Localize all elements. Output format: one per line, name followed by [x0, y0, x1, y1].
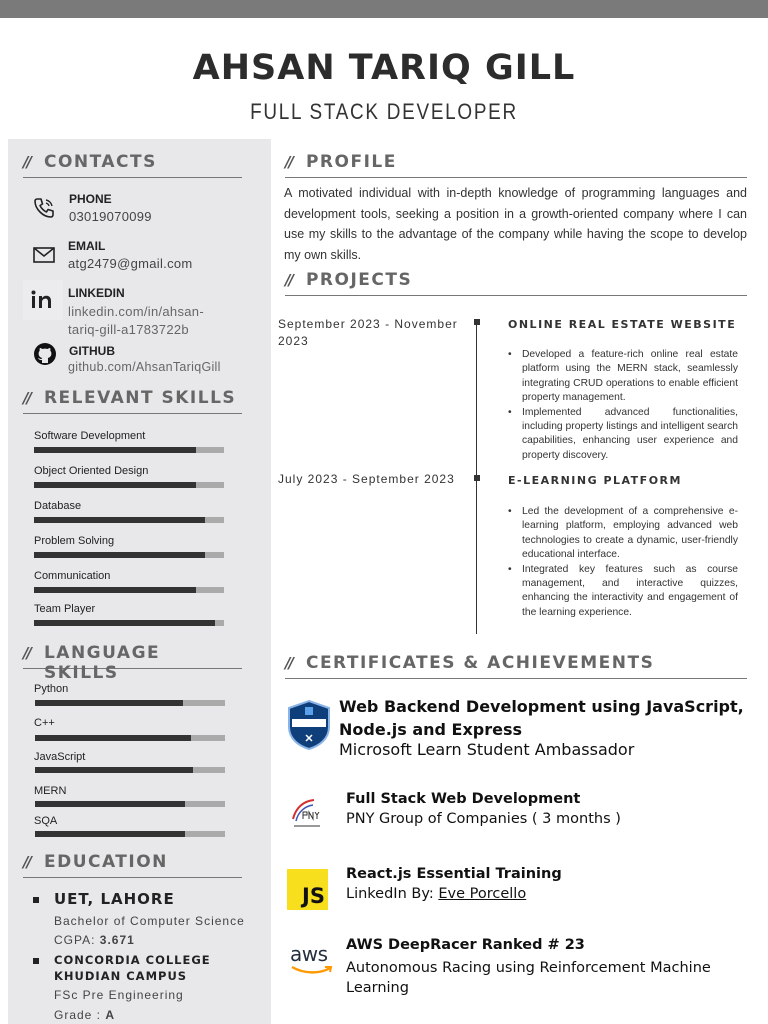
linkedin-value-line2[interactable]: tariq-gill-a1783722b [68, 322, 189, 337]
timeline-marker [474, 319, 480, 325]
education-2-score: A [105, 1008, 116, 1022]
education-title: EDUCATION [43, 852, 168, 872]
linkedin-label: LINKEDIN [68, 286, 125, 300]
education-1-score: 3.671 [99, 933, 135, 947]
github-label: GITHUB [69, 344, 115, 358]
project-1-title: ONLINE REAL ESTATE WEBSITE [508, 318, 737, 331]
skill-bar [34, 587, 224, 593]
section-marker: // [285, 271, 292, 289]
skill-bar [35, 801, 225, 807]
project-1-bullets [508, 348, 738, 463]
skill-bar [34, 517, 224, 523]
job-title: FULL STACK DEVELOPER [250, 99, 518, 124]
mail-icon [32, 243, 56, 267]
skill-label: SQA [34, 815, 58, 827]
project-1-date: September 2023 - November 2023 [278, 317, 458, 348]
project-2-date: July 2023 - September 2023 [278, 472, 455, 486]
skill-bar-fill [34, 552, 205, 558]
certificates-heading [285, 653, 747, 679]
pny-logo-icon [288, 797, 326, 831]
certificate-4-sub: Autonomous Racing using Reinforcement Machine Learning [346, 960, 711, 996]
certificate-3-sub [346, 886, 526, 902]
language-skills-heading [23, 643, 242, 683]
skill-bar [34, 552, 224, 558]
phone-value[interactable]: 03019070099 [69, 209, 152, 224]
skill-bar [34, 482, 224, 488]
profile-text: A motivated individual with in-depth knowledge of programming languages and development tools, seeking a position in a growth-oriented company where I can use my skills to the advantage of the company while having the scope to develop my own skills. [284, 186, 747, 262]
section-marker: // [23, 853, 30, 871]
certificate-3-title: React.js Essential Training [346, 866, 562, 882]
timeline-marker [474, 475, 480, 481]
skill-label: C++ [34, 717, 55, 729]
skill-bar-fill [34, 482, 196, 488]
project-2-title: E-LEARNING PLATFORM [508, 474, 682, 487]
skill-bar-fill [34, 620, 215, 626]
contacts-title: CONTACTS [43, 152, 157, 172]
education-bullet [33, 958, 39, 964]
certificate-1-title: Web Backend Development using JavaScript, Node.js and Express [339, 697, 744, 739]
education-2-score-label: Grade : [54, 1008, 106, 1022]
skill-bar [35, 735, 225, 741]
certificate-1-sub: Microsoft Learn Student Ambassador [339, 740, 635, 759]
section-marker: // [23, 389, 30, 407]
skill-bar-fill [35, 767, 193, 773]
skill-label: Python [34, 683, 69, 695]
profile-title: PROFILE [305, 152, 397, 172]
project-2-bullets [508, 505, 738, 620]
skill-bar-fill [34, 517, 205, 523]
linkedin-value-line1[interactable]: linkedin.com/in/ahsan- [68, 304, 204, 319]
js-logo-icon [287, 869, 328, 910]
certificate-3-sub-prefix: LinkedIn By: [346, 886, 439, 902]
skill-bar-fill [34, 447, 196, 453]
skill-bar [34, 447, 224, 453]
skill-label: JavaScript [34, 751, 86, 763]
projects-title: PROJECTS [305, 270, 413, 290]
section-marker: // [285, 654, 292, 672]
education-1-degree: Bachelor of Computer Science [54, 914, 245, 928]
email-value[interactable]: atg2479@gmail.com [68, 256, 193, 271]
linkedin-icon [23, 280, 63, 320]
project-1-bullet-2: • Implemented advanced functionalities, including property listings and intelligent search capabilities, enhancing user experience and property discovery. [508, 406, 738, 464]
skill-label: Communication [34, 570, 111, 582]
education-2-degree: FSc Pre Engineering [54, 988, 184, 1002]
projects-heading [285, 270, 747, 296]
language-skills-title: LANGUAGE SKILLS [43, 643, 161, 683]
phone-icon [32, 196, 56, 220]
skill-bar-fill [35, 801, 185, 807]
github-icon [33, 342, 57, 366]
education-2-title: CONCORDIA COLLEGE [54, 953, 211, 967]
skill-label: Problem Solving [34, 535, 115, 547]
phone-label: PHONE [69, 192, 112, 206]
skill-bar [34, 620, 224, 626]
skill-bar-fill [35, 831, 185, 837]
skill-label: Software Development [34, 430, 146, 442]
contacts-heading [23, 152, 242, 178]
relevant-skills-title: RELEVANT SKILLS [43, 388, 237, 408]
skill-bar [35, 831, 225, 837]
skill-bar-fill [35, 735, 191, 741]
top-bar [0, 0, 768, 18]
certificate-4-title: AWS DeepRacer Ranked # 23 [346, 937, 585, 953]
skill-label: MERN [34, 785, 67, 797]
education-2-score-line [54, 1008, 115, 1022]
skill-label: Team Player [34, 603, 96, 615]
js-logo-text: JS [302, 884, 325, 908]
certificates-title: CERTIFICATES & ACHIEVEMENTS [305, 653, 655, 673]
education-heading [23, 852, 242, 878]
education-1-title: UET, LAHORE [54, 890, 175, 908]
project-2-bullet-1: • Led the development of a comprehensive e-learning platform, employing advanced web technologies to create a dynamic, user-friendly educational interface. [508, 505, 738, 563]
relevant-skills-heading [23, 388, 242, 414]
education-1-score-label: CGPA: [54, 933, 100, 947]
certificate-2-sub: PNY Group of Companies ( 3 months ) [346, 811, 621, 827]
github-value[interactable]: github.com/AhsanTariqGill [68, 360, 221, 374]
project-2-bullet-2: • Integrated key features such as course management, and interactive quizzes, enhancing the interactivity and engagement of the learning experience. [508, 563, 738, 621]
skill-bar [35, 700, 225, 706]
mlsa-badge-icon [286, 699, 332, 751]
email-label: EMAIL [68, 239, 106, 253]
skill-label: Object Oriented Design [34, 465, 149, 477]
section-marker: // [23, 644, 30, 662]
skill-bar [35, 767, 225, 773]
skill-bar-fill [34, 587, 196, 593]
skill-bar-fill [35, 700, 183, 706]
section-marker: // [285, 153, 292, 171]
profile-heading [285, 152, 747, 178]
section-marker: // [23, 153, 30, 171]
education-2-title-line2: KHUDIAN CAMPUS [54, 969, 188, 983]
aws-logo-icon [288, 940, 334, 978]
candidate-name: AHSAN TARIQ GILL [192, 48, 576, 88]
education-bullet [33, 897, 39, 903]
skill-label: Database [34, 500, 82, 512]
certificate-3-instructor-link[interactable]: Eve Porcello [438, 886, 527, 902]
aws-logo-text: aws [290, 942, 328, 966]
project-1-bullet-1: • Developed a feature-rich online real estate platform using the MERN stack, seamlessly integrating CRUD operations to enable efficient property management. [508, 348, 738, 406]
certificate-2-title: Full Stack Web Development [346, 791, 581, 807]
education-1-score-line [54, 933, 135, 947]
